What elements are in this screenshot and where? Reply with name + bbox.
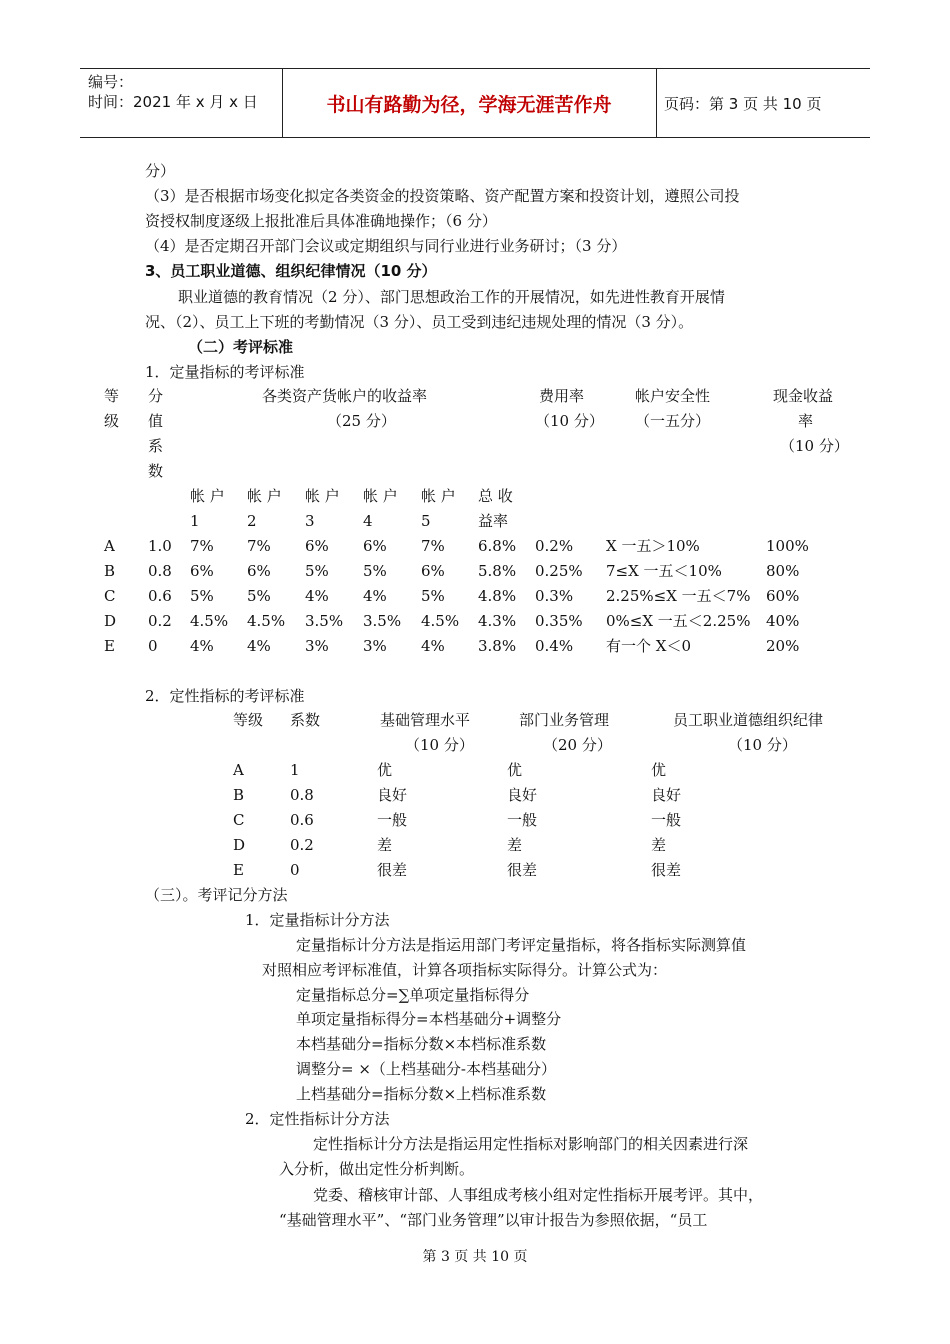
table-cell: E [104, 637, 115, 655]
table-cell: 4.5% [421, 612, 460, 630]
subsection-heading: 2．定性指标计分方法 [245, 1110, 390, 1128]
body-line: 入分析，做出定性分析判断。 [279, 1160, 475, 1178]
table-cell: 3.5% [305, 612, 344, 630]
body-line: 资授权制度逐级上报批准后具体准确地操作；（6 分） [145, 212, 497, 230]
table-cell: 良好 [377, 786, 408, 804]
table-cell: 2.25%≤X 一五＜7% [606, 587, 751, 605]
table-cell: 7% [421, 537, 445, 555]
table-cell: 良好 [507, 786, 538, 804]
col-header: 系数 [290, 711, 321, 729]
table-cell: 100% [766, 537, 809, 555]
table-cell: 0.4% [535, 637, 574, 655]
table-cell: 4% [247, 637, 271, 655]
table-cell: 0 [290, 861, 300, 879]
col-subheader: （10 分） [405, 736, 474, 754]
table-cell: 良好 [651, 786, 682, 804]
table-cell: 3% [305, 637, 329, 655]
table-cell: 一般 [507, 811, 538, 829]
table-cell: D [233, 836, 246, 854]
section-heading: 3、员工职业道德、组织纪律情况（10 分） [145, 262, 437, 280]
table-cell: 0.3% [535, 587, 574, 605]
table-cell: 6% [247, 562, 271, 580]
table-cell: 60% [766, 587, 800, 605]
header-date: 时间：2021 年 x 月 x 日 [88, 93, 258, 111]
col-header-cash: 现金收益 [773, 387, 834, 405]
table-cell: 4.5% [247, 612, 286, 630]
sub-header-account: 4 [363, 512, 373, 530]
page-header [80, 68, 870, 138]
col-header-coef: 数 [148, 462, 164, 480]
table-cell: 5% [190, 587, 214, 605]
table-cell: 4% [190, 637, 214, 655]
table-cell: 4% [305, 587, 329, 605]
table-cell: 有一个 X＜0 [606, 637, 691, 655]
sub-header-account: 帐 户 [363, 487, 398, 505]
sub-header-account: 帐 户 [305, 487, 340, 505]
table-cell: 4.8% [478, 587, 517, 605]
col-header-cost: （10 分） [535, 412, 604, 430]
col-header-safety: （一五分） [635, 412, 711, 430]
sub-header-account: 总 收 [478, 487, 513, 505]
table-cell: 6% [190, 562, 214, 580]
table-cell: 差 [507, 836, 523, 854]
formula: 定量指标总分=∑单项定量指标得分 [296, 986, 530, 1004]
table-cell: X 一五＞10% [606, 537, 700, 555]
table-cell: 6% [421, 562, 445, 580]
header-number: 编号： [88, 73, 134, 91]
table-cell: 4.5% [190, 612, 229, 630]
table-cell: 一般 [651, 811, 682, 829]
col-header-safety: 帐户安全性 [635, 387, 711, 405]
col-header: 基础管理水平 [380, 711, 471, 729]
col-header-coef: 分 [148, 387, 164, 405]
col-header-coef: 系 [148, 437, 164, 455]
table-cell: 一般 [377, 811, 408, 829]
col-header-grade: 等 [104, 387, 120, 405]
table-cell: 很差 [651, 861, 682, 879]
table-cell: 6% [305, 537, 329, 555]
table-cell: 0.6 [148, 587, 172, 605]
sub-header-account: 帐 户 [247, 487, 282, 505]
col-header: 员工职业道德组织纪律 [673, 711, 824, 729]
table-cell: A [104, 537, 115, 555]
col-header: 部门业务管理 [519, 711, 610, 729]
table-cell: 0.25% [535, 562, 583, 580]
header-meta [80, 69, 283, 137]
table-cell: 5% [305, 562, 329, 580]
table-cell: 4% [363, 587, 387, 605]
col-header-cost: 费用率 [539, 387, 585, 405]
body-line: 党委、稽核审计部、人事组成考核小组对定性指标开展考评。其中， [313, 1186, 764, 1204]
col-header-coef: 值 [148, 412, 164, 430]
body-line: 定量指标计分方法是指运用部门考评定量指标，将各指标实际测算值 [296, 936, 747, 954]
table-cell: 1 [290, 761, 300, 779]
table-cell: D [104, 612, 117, 630]
table-cell: 5.8% [478, 562, 517, 580]
table-cell: 40% [766, 612, 800, 630]
table-cell: 0 [148, 637, 158, 655]
table-cell: 优 [507, 761, 523, 779]
col-subheader: （10 分） [728, 736, 797, 754]
table-cell: 4.3% [478, 612, 517, 630]
table-cell: E [233, 861, 244, 879]
table-cell: 0%≤X 一五＜2.25% [606, 612, 751, 630]
table-cell: 6% [363, 537, 387, 555]
sub-header-account: 帐 户 [421, 487, 456, 505]
body-line: 况、（2）、员工上下班的考勤情况（3 分）、员工受到违纪违规处理的情况（3 分）。 [145, 313, 694, 331]
table-cell: 3% [363, 637, 387, 655]
table-cell: 0.35% [535, 612, 583, 630]
sub-header-account: 3 [305, 512, 315, 530]
body-line: （4）是否定期召开部门会议或定期组织与同行业进行业务研讨；（3 分） [145, 237, 627, 255]
table-cell: 6.8% [478, 537, 517, 555]
col-header-grade: 级 [104, 412, 120, 430]
sub-header-account: 5 [421, 512, 431, 530]
table-cell: 0.2 [290, 836, 314, 854]
table-cell: C [104, 587, 116, 605]
table-cell: 4% [421, 637, 445, 655]
col-header-return: 各类资产货帐户的收益率 [262, 387, 428, 405]
table-cell: 很差 [507, 861, 538, 879]
table-cell: 5% [247, 587, 271, 605]
table-cell: 7% [247, 537, 271, 555]
sub-header-account: 1 [190, 512, 200, 530]
table-cell: 5% [421, 587, 445, 605]
header-motto: 书山有路勤为径，学海无涯苦作舟 [282, 69, 657, 137]
table-cell: 差 [651, 836, 667, 854]
table-cell: 20% [766, 637, 800, 655]
table-cell: B [233, 786, 245, 804]
formula: 调整分= ×（上档基础分-本档基础分） [296, 1060, 556, 1078]
subsection-heading: 1．定量指标计分方法 [245, 911, 390, 929]
body-line: 对照相应考评标准值，计算各项指标实际得分。计算公式为： [262, 961, 668, 979]
table-cell: A [233, 761, 244, 779]
table-cell: 7≤X 一五＜10% [606, 562, 722, 580]
table-cell: 差 [377, 836, 393, 854]
header-page-info: 页码：第 3 页 共 10 页 [664, 95, 822, 113]
col-header-cash: （10 分） [780, 437, 849, 455]
section-heading: （三）。考评记分方法 [145, 886, 288, 904]
table-cell: C [233, 811, 245, 829]
section-heading: （二）考评标准 [188, 338, 294, 356]
sub-header-account: 帐 户 [190, 487, 225, 505]
table-cell: 0.6 [290, 811, 314, 829]
body-line: （3）是否根据市场变化拟定各类资金的投资策略、资产配置方案和投资计划，遵照公司投 [145, 187, 740, 205]
table-cell: 优 [651, 761, 667, 779]
table-cell: 3.8% [478, 637, 517, 655]
page-footer: 第 3 页 共 10 页 [422, 1249, 528, 1265]
body-line: “基础管理水平”、“部门业务管理”以审计报告为参照依据，“员工 [279, 1211, 708, 1229]
table-cell: 0.8 [148, 562, 172, 580]
table-cell: 1.0 [148, 537, 172, 555]
col-subheader: （20 分） [543, 736, 612, 754]
body-line: 职业道德的教育情况（2 分）、部门思想政治工作的开展情况，如先进性教育开展情 [178, 288, 725, 306]
table-cell: 5% [363, 562, 387, 580]
sub-header-account: 2 [247, 512, 257, 530]
table-cell: 很差 [377, 861, 408, 879]
table-cell: B [104, 562, 116, 580]
table-cell: 优 [377, 761, 393, 779]
sub-header-account: 益率 [478, 512, 509, 530]
formula: 单项定量指标得分=本档基础分+调整分 [296, 1010, 562, 1028]
formula: 本档基础分=指标分数×本档标准系数 [296, 1035, 547, 1053]
col-header-return: （25 分） [327, 412, 396, 430]
body-line: 定性指标计分方法是指运用定性指标对影响部门的相关因素进行深 [313, 1135, 749, 1153]
col-header: 等级 [233, 711, 264, 729]
table-cell: 0.2% [535, 537, 574, 555]
table-cell: 0.8 [290, 786, 314, 804]
table-cell: 80% [766, 562, 800, 580]
table-cell: 7% [190, 537, 214, 555]
table-cell: 0.2 [148, 612, 172, 630]
subsection-heading: 2．定性指标的考评标准 [145, 687, 305, 705]
subsection-heading: 1．定量指标的考评标准 [145, 363, 305, 381]
body-line: 分） [145, 162, 176, 180]
formula: 上档基础分=指标分数×上档标准系数 [296, 1085, 547, 1103]
table-cell: 3.5% [363, 612, 402, 630]
col-header-cash: 率 [798, 412, 814, 430]
